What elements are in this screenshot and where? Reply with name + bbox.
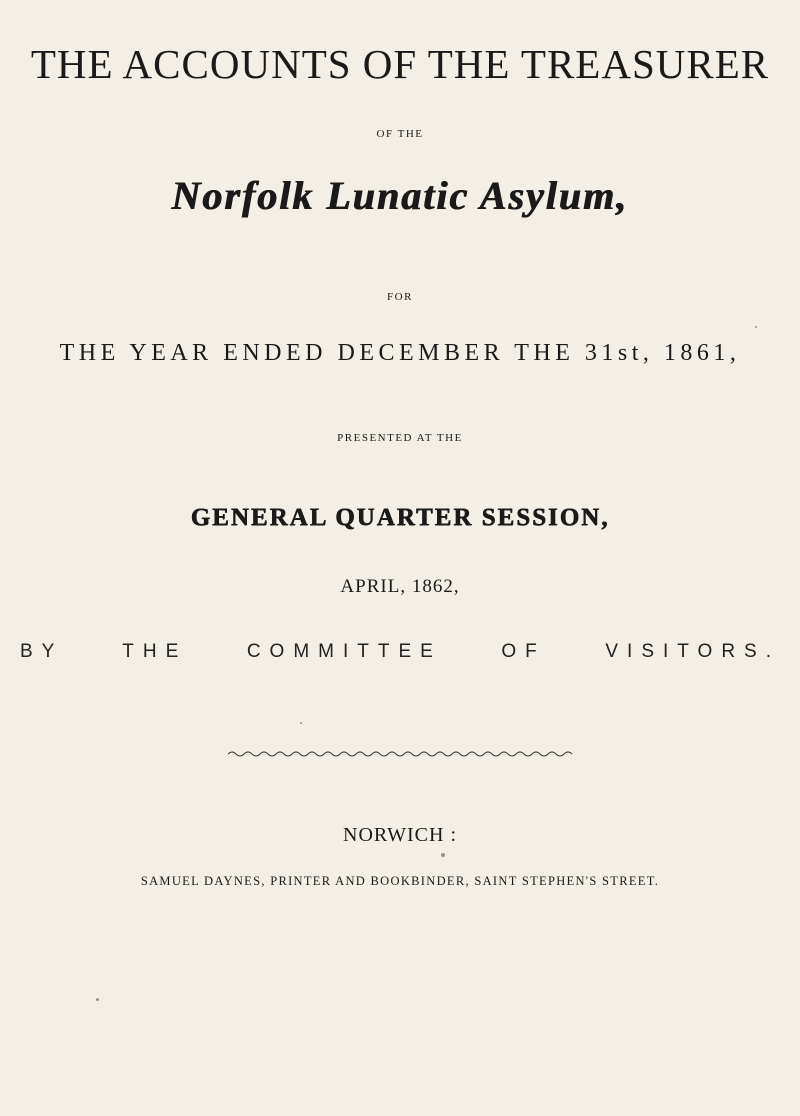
wavy-rule (228, 747, 574, 761)
of-the-label: OF THE (376, 128, 424, 140)
presented-label: PRESENTED AT THE (337, 432, 463, 444)
city-line: NORWICH : (343, 824, 457, 846)
paper-speck (755, 326, 757, 328)
institution-name: Norfolk Lunatic Asylum, (171, 173, 629, 218)
paper-speck (300, 722, 302, 724)
committee-line: BY THE COMMITTEE OF VISITORS. (20, 641, 780, 662)
paper-speck (441, 853, 445, 857)
for-label: FOR (387, 291, 413, 303)
printer-line: SAMUEL DAYNES, PRINTER AND BOOKBINDER, SAINT STEPHEN'S STREET. (140, 874, 660, 888)
year-ended-line: THE YEAR ENDED DECEMBER THE 31st, 1861, (59, 340, 741, 366)
document-title: THE ACCOUNTS OF THE TREASURER (30, 41, 770, 87)
session-name: GENERAL QUARTER SESSION, (190, 504, 610, 531)
paper-speck (96, 998, 99, 1001)
date-line: APRIL, 1862, (340, 576, 460, 597)
